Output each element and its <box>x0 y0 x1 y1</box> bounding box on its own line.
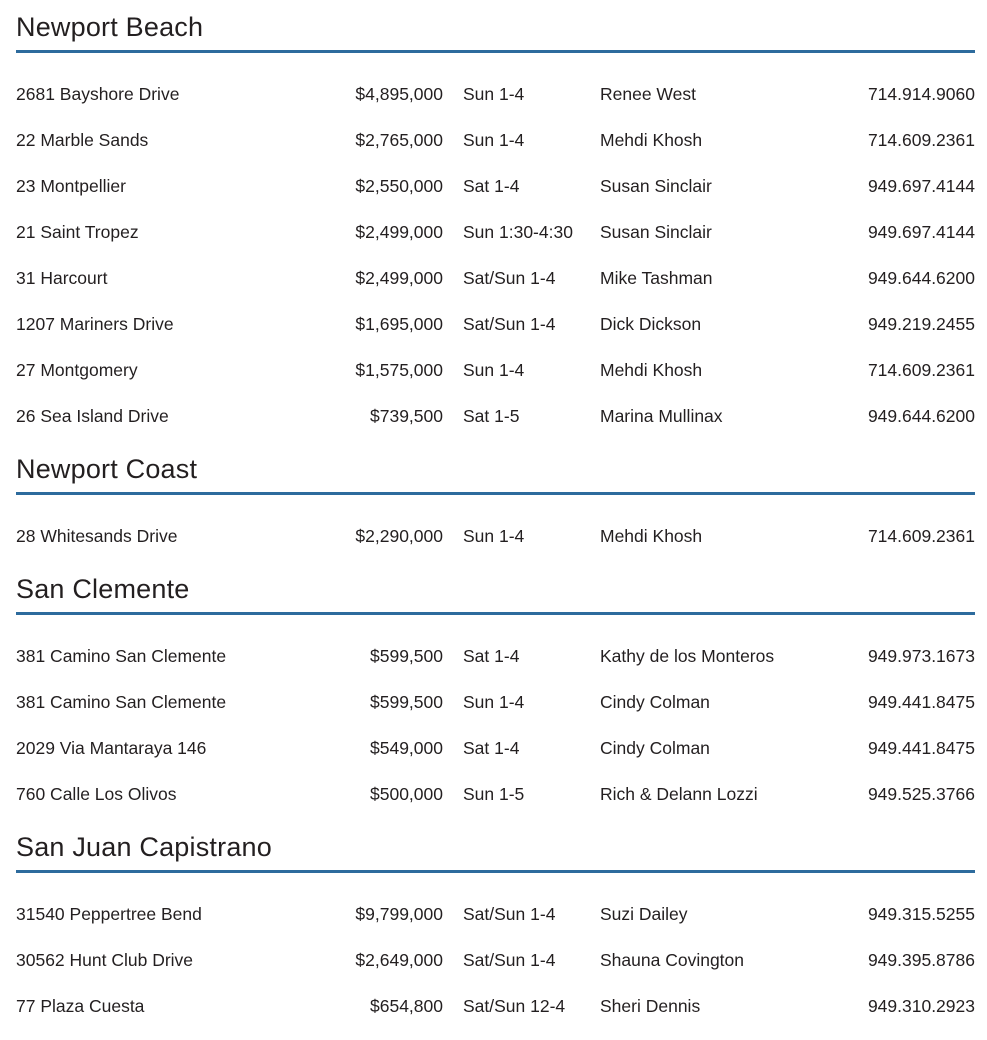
listing-row <box>16 210 975 256</box>
agent-phone: 714.609.2361 <box>867 362 975 380</box>
listing-price: $500,000 <box>370 786 443 804</box>
listing-row <box>16 726 975 772</box>
agent-phone: 949.219.2455 <box>867 316 975 334</box>
open-house-time: Sat 1-4 <box>463 178 520 196</box>
listing-row <box>16 892 975 938</box>
listing-address: 27 Montgomery <box>16 362 138 380</box>
open-house-time: Sat/Sun 1-4 <box>463 952 556 970</box>
agent-phone: 949.441.8475 <box>867 740 975 758</box>
listing-row <box>16 256 975 302</box>
agent-name: Susan Sinclair <box>600 224 712 242</box>
agent-phone: 949.315.5255 <box>867 906 975 924</box>
agent-name: Susan Sinclair <box>600 178 712 196</box>
city-section <box>16 574 975 818</box>
listing-row <box>16 302 975 348</box>
agent-name: Cindy Colman <box>600 694 710 712</box>
open-house-listing-sheet <box>16 12 975 1030</box>
listing-address: 26 Sea Island Drive <box>16 408 169 426</box>
agent-name: Cindy Colman <box>600 740 710 758</box>
listing-address: 30562 Hunt Club Drive <box>16 952 194 970</box>
open-house-time: Sat/Sun 12-4 <box>463 998 566 1016</box>
agent-name: Sheri Dennis <box>600 998 701 1016</box>
listing-price: $599,500 <box>370 694 443 712</box>
listing-price: $9,799,000 <box>355 906 443 924</box>
agent-phone: 949.697.4144 <box>867 178 975 196</box>
city-section <box>16 12 975 440</box>
listing-row <box>16 634 975 680</box>
listing-address: 28 Whitesands Drive <box>16 528 178 546</box>
listing-row <box>16 938 975 984</box>
open-house-time: Sat/Sun 1-4 <box>463 316 556 334</box>
listing-row <box>16 394 975 440</box>
agent-name: Shauna Covington <box>600 952 744 970</box>
listing-address: 381 Camino San Clemente <box>16 648 227 666</box>
listing-row <box>16 164 975 210</box>
listing-price: $1,695,000 <box>355 316 443 334</box>
agent-name: Mehdi Khosh <box>600 132 703 150</box>
agent-phone: 949.697.4144 <box>867 224 975 242</box>
listing-row <box>16 118 975 164</box>
agent-phone: 714.914.9060 <box>867 86 975 104</box>
listing-price: $599,500 <box>370 648 443 666</box>
listing-price: $2,499,000 <box>355 270 443 288</box>
listing-address: 2029 Via Mantaraya 146 <box>16 740 207 758</box>
open-house-time: Sun 1-4 <box>463 86 525 104</box>
city-heading: San Clemente <box>16 574 975 615</box>
listing-price: $2,499,000 <box>355 224 443 242</box>
agent-name: Mehdi Khosh <box>600 528 703 546</box>
listing-rows <box>16 72 975 440</box>
city-heading: Newport Coast <box>16 454 975 495</box>
open-house-time: Sat 1-5 <box>463 408 520 426</box>
listing-row <box>16 984 975 1030</box>
listing-address: 31540 Peppertree Bend <box>16 906 202 924</box>
agent-name: Renee West <box>600 86 696 104</box>
listing-row <box>16 72 975 118</box>
open-house-time: Sat 1-4 <box>463 648 520 666</box>
city-heading: Newport Beach <box>16 12 975 53</box>
listing-price: $2,550,000 <box>355 178 443 196</box>
listing-address: 1207 Mariners Drive <box>16 316 174 334</box>
listing-price: $2,765,000 <box>355 132 443 150</box>
listing-rows <box>16 634 975 818</box>
listing-address: 77 Plaza Cuesta <box>16 998 145 1016</box>
agent-phone: 949.525.3766 <box>867 786 975 804</box>
agent-name: Dick Dickson <box>600 316 702 334</box>
city-heading: San Juan Capistrano <box>16 832 975 873</box>
open-house-time: Sun 1-4 <box>463 528 525 546</box>
listing-price: $739,500 <box>370 408 443 426</box>
listing-price: $654,800 <box>370 998 443 1016</box>
open-house-time: Sun 1:30-4:30 <box>463 224 573 242</box>
listing-address: 23 Montpellier <box>16 178 126 196</box>
open-house-time: Sun 1-4 <box>463 362 525 380</box>
open-house-time: Sat/Sun 1-4 <box>463 906 556 924</box>
agent-phone: 949.310.2923 <box>867 998 975 1016</box>
listing-rows <box>16 514 975 560</box>
agent-phone: 949.441.8475 <box>867 694 975 712</box>
listing-rows <box>16 892 975 1030</box>
city-section <box>16 454 975 560</box>
agent-name: Mehdi Khosh <box>600 362 703 380</box>
agent-name: Rich & Delann Lozzi <box>600 786 758 804</box>
listing-row <box>16 514 975 560</box>
agent-phone: 949.644.6200 <box>867 270 975 288</box>
agent-name: Suzi Dailey <box>600 906 688 924</box>
city-section <box>16 832 975 1030</box>
listing-address: 381 Camino San Clemente <box>16 694 227 712</box>
listing-row <box>16 680 975 726</box>
agent-phone: 949.644.6200 <box>867 408 975 426</box>
agent-phone: 714.609.2361 <box>867 528 975 546</box>
agent-name: Marina Mullinax <box>600 408 723 426</box>
open-house-time: Sun 1-4 <box>463 694 525 712</box>
agent-phone: 949.395.8786 <box>867 952 975 970</box>
open-house-time: Sun 1-4 <box>463 132 525 150</box>
open-house-time: Sat/Sun 1-4 <box>463 270 556 288</box>
listing-price: $4,895,000 <box>355 86 443 104</box>
agent-name: Kathy de los Monteros <box>600 648 775 666</box>
listing-address: 31 Harcourt <box>16 270 108 288</box>
listing-address: 22 Marble Sands <box>16 132 149 150</box>
listing-address: 760 Calle Los Olivos <box>16 786 177 804</box>
listing-row <box>16 348 975 394</box>
listing-price: $2,649,000 <box>355 952 443 970</box>
agent-phone: 949.973.1673 <box>867 648 975 666</box>
agent-name: Mike Tashman <box>600 270 713 288</box>
listing-price: $1,575,000 <box>355 362 443 380</box>
listing-row <box>16 772 975 818</box>
open-house-time: Sat 1-4 <box>463 740 520 758</box>
agent-phone: 714.609.2361 <box>867 132 975 150</box>
listing-price: $2,290,000 <box>355 528 443 546</box>
listing-address: 2681 Bayshore Drive <box>16 86 180 104</box>
listing-price: $549,000 <box>370 740 443 758</box>
listing-address: 21 Saint Tropez <box>16 224 139 242</box>
open-house-time: Sun 1-5 <box>463 786 525 804</box>
